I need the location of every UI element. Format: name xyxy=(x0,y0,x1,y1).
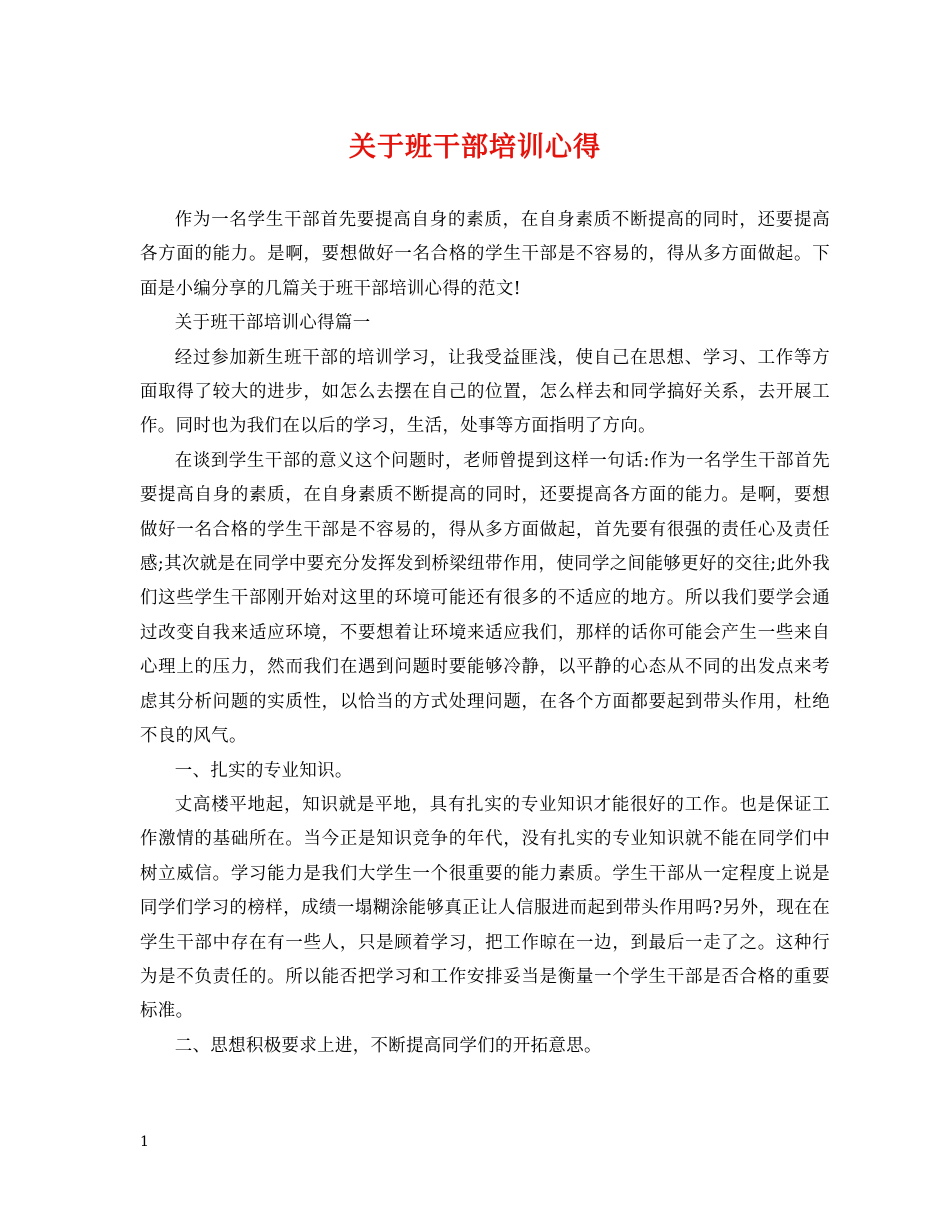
section-heading-professional-knowledge: 一、扎实的专业知识。 xyxy=(174,760,353,781)
document-body xyxy=(140,203,830,1063)
section-heading-positive-thinking: 二、思想积极要求上进，不断提高同学们的开拓意思。 xyxy=(174,1035,602,1056)
page-number: 1 xyxy=(140,1134,149,1150)
paragraph-training-benefits: 经过参加新生班干部的培训学习，让我受益匪浅，使自己在思想、学习、工作等方面取得了较大的进步，如怎么去摆在自己的位置，怎么样去和同学搞好关系，去开展工作。同时也为我们在以后的学习，生活，处事等方面指明了方向。 xyxy=(140,347,830,437)
paragraph-cadre-meaning: 在谈到学生干部的意义这个问题时，老师曾提到这样一句话:作为一名学生干部首先要提高自身的素质，在自身素质不断提高的同时，还要提高各方面的能力。是啊，要想做好一名合格的学生干部是不容易的，得从多方面做起，首先要有很强的责任心及责任感;其次就是在同学中要充分发挥发到桥梁纽带作用，使同学之间能够更好的交往;此外我们这些学生干部刚开始对这里的环境可能还有很多的不适应的地方。所以我们要学会通过改变自我来适应环境，不要想着让环境来适应我们，那样的话你可能会产生一些来自心理上的压力，然而我们在遇到问题时要能够冷静，以平静的心态从不同的出发点来考虑其分析问题的实质性，以恰当的方式处理问题，在各个方面都要起到带头作用，杜绝不良的风气。 xyxy=(140,450,830,747)
paragraph-intro: 作为一名学生干部首先要提高自身的素质，在自身素质不断提高的同时，还要提高各方面的能力。是啊，要想做好一名合格的学生干部是不容易的，得从多方面做起。下面是小编分享的几篇关于班干部培训心得的范文! xyxy=(140,210,830,299)
document-title: 关于班干部培训心得 xyxy=(349,132,601,163)
section-heading-part-one: 关于班干部培训心得篇一 xyxy=(174,313,371,334)
paragraph-professional-knowledge: 丈高楼平地起，知识就是平地，具有扎实的专业知识才能很好的工作。也是保证工作激情的基础所在。当今正是知识竞争的年代，没有扎实的专业知识就不能在同学们中树立威信。学习能力是我们大学生一个很重要的能力素质。学生干部从一定程度上说是同学们学习的榜样，成绩一塌糊涂能够真正让人信服进而起到带头作用吗?另外，现在在学生干部中存在有一些人，只是顾着学习，把工作晾在一边，到最后一走了之。这种行为是不负责任的。所以能否把学习和工作安排妥当是衡量一个学生干部是否合格的重要标准。 xyxy=(140,794,830,1022)
